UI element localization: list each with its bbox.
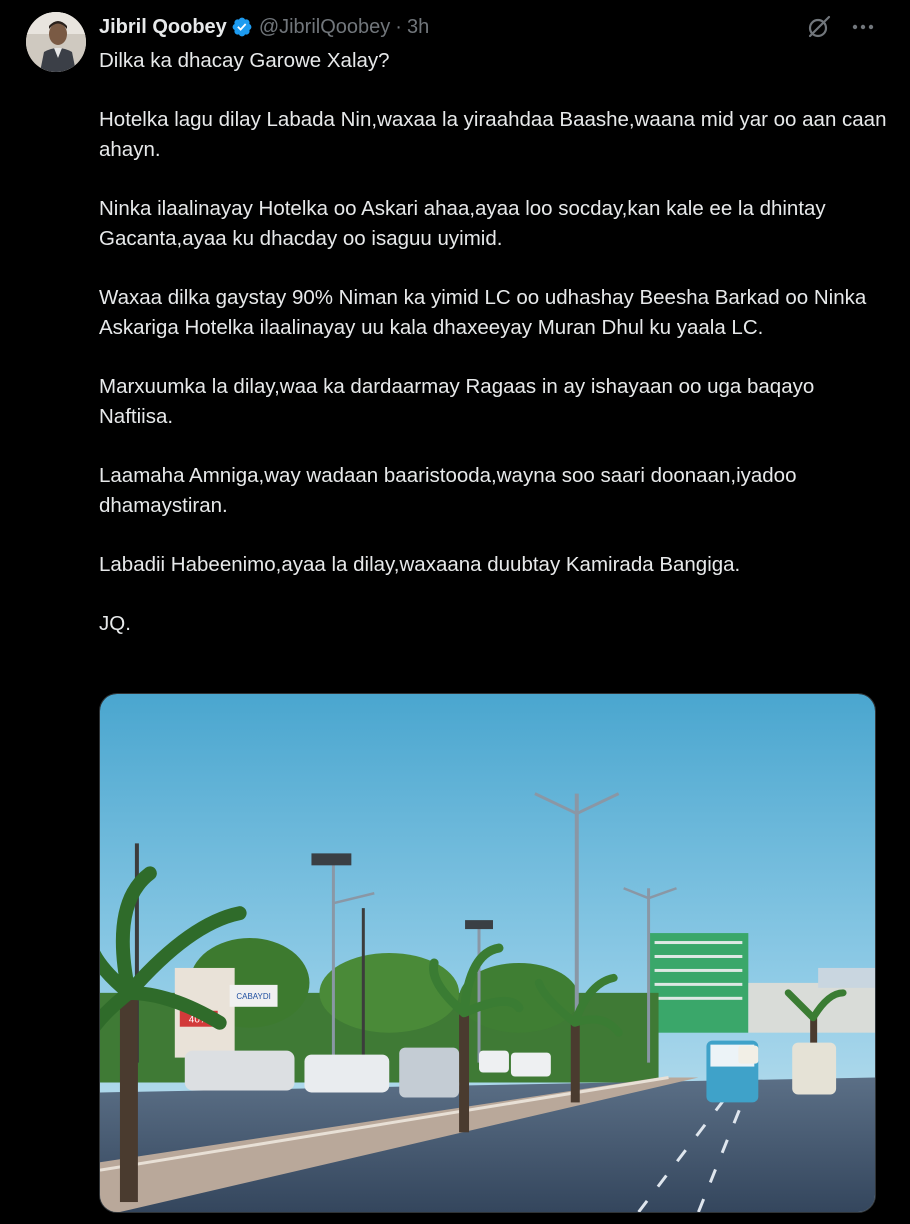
verified-badge-icon — [231, 16, 253, 38]
post-photo[interactable] — [99, 693, 876, 1213]
header-actions — [806, 14, 876, 40]
post-time[interactable]: 3h — [406, 15, 430, 38]
post-paragraph: Labadii Habeenimo,ayaa la dilay,waxaana duubtay Kamirada Bangiga. — [99, 553, 741, 576]
more-horizontal-icon[interactable] — [850, 14, 876, 40]
post-paragraph: Ninka ilaalinayay Hotelka oo Askari ahaa,ayaa loo socday,kan kale ee la dhintay Gacanta,ayaa ku dhacday oo isaguu uyimid. — [99, 197, 826, 250]
grok-slash-icon[interactable] — [806, 14, 832, 40]
post-paragraph: Dilka ka dhacay Garowe Xalay? — [99, 49, 390, 72]
post-paragraph: Waxaa dilka gaystay 90% Niman ka yimid LC oo udhashay Beesha Barkad oo Ninka Askariga Hotelka ilaalinayay uu kala dhaxeeyay Muran Dhul ku yaala LC. — [99, 286, 867, 339]
shop-sign-text: CABAYDI — [236, 991, 271, 1001]
post-text — [99, 46, 889, 668]
post-paragraph: Laamaha Amniga,way wadaan baaristooda,wayna soo saari doonaan,iyadoo dhamaystiran. — [99, 464, 797, 517]
post-paragraph: JQ. — [99, 612, 131, 635]
left-sign-text: 40% — [188, 1014, 209, 1026]
avatar[interactable] — [26, 12, 86, 72]
author-name[interactable]: Jibril Qoobey — [99, 15, 227, 38]
post-paragraph: Marxuumka la dilay,waa ka dardaarmay Ragaas in ay ishayaan oo uga baqayo Naftiisa. — [99, 375, 815, 428]
post-paragraph: Hotelka lagu dilay Labada Nin,waxaa la yiraahdaa Baashe,waana mid yar oo aan caan ahayn. — [99, 108, 887, 161]
street-photo — [100, 694, 875, 1212]
avatar-image — [26, 12, 86, 72]
tweet-header — [99, 13, 429, 41]
author-handle[interactable]: @JibrilQoobey — [258, 15, 391, 38]
header-separator: · — [395, 15, 402, 38]
